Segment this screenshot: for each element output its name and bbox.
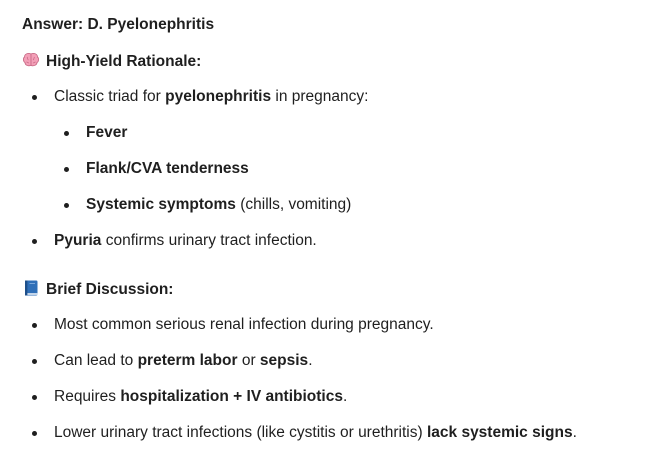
discussion-heading bbox=[22, 279, 173, 299]
rationale-heading bbox=[22, 51, 201, 71]
list-item: Lower urinary tract infections (like cystitis or urethritis) lack systemic signs. bbox=[0, 423, 654, 443]
bullet-dot bbox=[32, 359, 37, 364]
bullet-dot bbox=[32, 431, 37, 436]
list-item: Pyuria confirms urinary tract infection. bbox=[0, 231, 654, 251]
blue-book-icon bbox=[22, 279, 40, 297]
bullet-dot bbox=[64, 167, 69, 172]
answer-text: Answer: D. Pyelonephritis bbox=[22, 16, 215, 33]
list-item: Systemic symptoms (chills, vomiting) bbox=[0, 195, 654, 215]
bullet-dot bbox=[64, 131, 69, 136]
bullet-dot bbox=[32, 95, 37, 100]
answer-heading bbox=[22, 15, 214, 35]
discussion-title: Brief Discussion: bbox=[46, 281, 174, 298]
rationale-title: High-Yield Rationale: bbox=[46, 53, 202, 70]
brain-icon bbox=[22, 51, 40, 69]
list-item: Most common serious renal infection during pregnancy. bbox=[0, 315, 654, 335]
bullet-dot bbox=[32, 395, 37, 400]
list-item: Classic triad for pyelonephritis in pregnancy: bbox=[0, 87, 654, 107]
list-item: Requires hospitalization + IV antibiotics. bbox=[0, 387, 654, 407]
bullet-dot bbox=[32, 239, 37, 244]
bullet-dot bbox=[64, 203, 69, 208]
list-item: Can lead to preterm labor or sepsis. bbox=[0, 351, 654, 371]
list-item: Fever bbox=[0, 123, 654, 143]
bullet-dot bbox=[32, 323, 37, 328]
list-item: Flank/CVA tenderness bbox=[0, 159, 654, 179]
